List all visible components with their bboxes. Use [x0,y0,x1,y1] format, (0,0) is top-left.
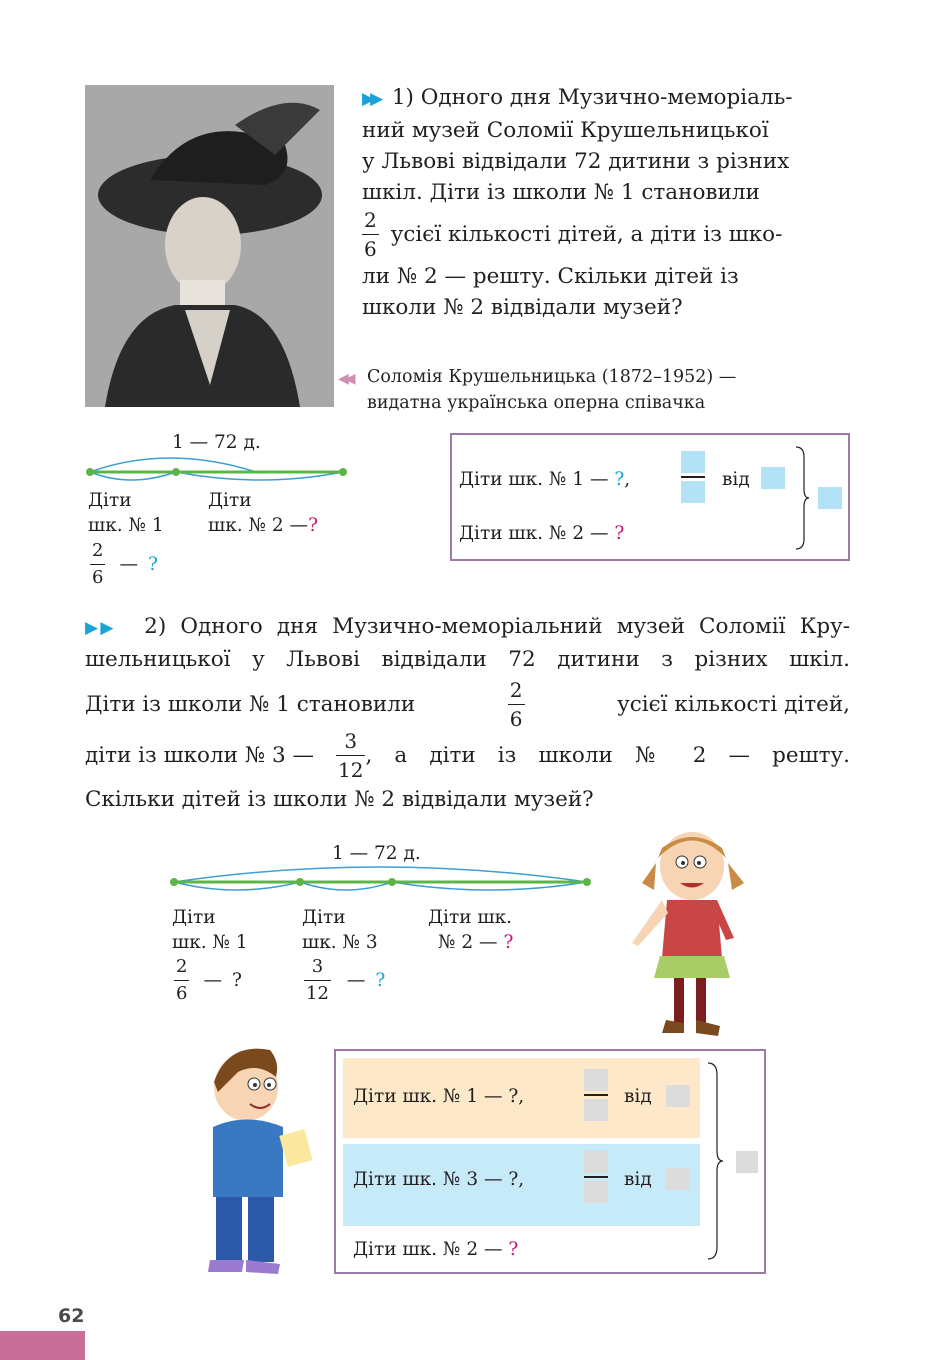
portrait-illustration [85,85,334,407]
caption-line-1: Соломія Крушельницька (1872–1952) — [367,367,737,387]
double-arrow-icon: ▶▶ [85,618,116,638]
box2-row-2-numerator-blank[interactable] [584,1151,608,1173]
diagram1-seg1-label: Діти шк. № 1 [88,490,164,536]
task2-line-3: Діти із школи № 1 становили $\frac{2}{6}$ усієї кількості дітей, [85,678,850,731]
diagram2-seg3-label: Діти шк. № 2 — ? [428,907,514,953]
box1-row-2: Діти шк. № 2 — ? [459,523,625,544]
box2-row-3: Діти шк. № 2 — ? [353,1239,519,1260]
task1-line-2: ний музей Соломії Крушельницької [362,118,769,143]
box2-row-2-total-blank[interactable] [666,1168,690,1190]
page-number-tab [0,1331,85,1360]
box2-row-2-vid: від [624,1169,652,1190]
box1-curly-brace [794,445,810,551]
page-number: 62 [58,1305,85,1327]
task2-text [85,611,850,816]
box1-numerator-blank[interactable] [681,451,705,473]
task2-line-4: діти із школи № 3 — $\frac{3}{12}$ , а діти із школи № 2 — решту. [85,729,850,782]
diagram2-fraction-1-row: $\frac{2}{6}$ — ? [176,956,242,1004]
task1-line-6: ли № 2 — решту. Скільки дітей із [362,264,739,289]
box1-total-blank[interactable] [761,467,785,489]
box2-row-1-vid: від [624,1086,652,1107]
diagram1-fraction-row: $\frac{2}{6}$ — ? [92,540,158,588]
boy-illustration [198,1042,318,1277]
caption [338,364,858,416]
diagram2-segment [164,862,604,902]
box2-row-2-fraction-blank[interactable] [584,1151,608,1203]
task1-line-4: шкіл. Діти із школи № 1 становили [362,180,760,205]
diagram1-seg2-label: Діти шк. № 2 —? [208,490,318,536]
box2-row-1-total-blank[interactable] [666,1085,690,1107]
box2-row-1-numerator-blank[interactable] [584,1069,608,1091]
task2-fraction-2: $\frac{3}{12}$ [338,729,364,782]
box2-curly-brace [706,1061,724,1261]
portrait-photo [85,85,334,407]
solution-box-2 [334,1049,766,1274]
diagram2-seg1-label: Діти шк. № 1 [172,907,248,953]
box2-row-1-denominator-blank[interactable] [584,1099,608,1121]
task1-text [362,82,850,323]
diagram1-total: 1 — 72 д. [172,432,261,453]
diagram2-seg2-label: Діти шк. № 3 [302,907,378,953]
box2-row-2-denominator-blank[interactable] [584,1181,608,1203]
double-arrow-icon: ▶▶ [362,89,379,109]
diagram2-fraction-2-row: $\frac{3}{12}$ — ? [306,956,386,1004]
caption-arrow-icon: ◀◀ [338,371,352,387]
task1-line-7: школи № 2 відвідали музей? [362,295,683,320]
solution-box-1 [450,433,850,561]
box2-answer-blank[interactable] [736,1151,758,1173]
task2-line-1: ▶▶ 2) Одного дня Музично-меморіальний музей Соломії Кру- [85,614,851,639]
box1-fraction-blank[interactable] [681,451,705,503]
diagram2-total: 1 — 72 д. [332,843,421,864]
box1-row-1: Діти шк. № 1 — ? , [459,469,631,490]
task2-fraction-1: $\frac{2}{6}$ [509,678,523,731]
box1-denominator-blank[interactable] [681,481,705,503]
box2-row-2-label: Діти шк. № 3 — ?, [353,1169,525,1190]
task1-fraction: $\frac{2}{6}$ [364,208,377,261]
task1-line-5: $\frac{2}{6}$ усієї кількості дітей, а діти із шко- [364,208,783,261]
girl-illustration [622,828,752,1043]
box2-row-1-label: Діти шк. № 1 — ?, [353,1086,525,1107]
task2-line-5: Скільки дітей із школи № 2 відвідали музей? [85,787,594,812]
box1-vid-label: від [722,469,750,490]
task1-line-1: ▶▶ 1) Одного дня Музично-меморіаль- [362,85,793,110]
task2-line-2: шельницької у Львові відвідали 72 дитини з різних шкіл. [85,647,850,672]
task1-number: 1) [391,85,414,110]
box2-row-1-fraction-blank[interactable] [584,1069,608,1121]
task1-line-3: у Львові відвідали 72 дитини з різних [362,149,790,174]
box1-answer-blank[interactable] [818,487,842,509]
diagram1-segment [80,452,360,492]
caption-line-2: видатна українська оперна співачка [367,393,706,413]
